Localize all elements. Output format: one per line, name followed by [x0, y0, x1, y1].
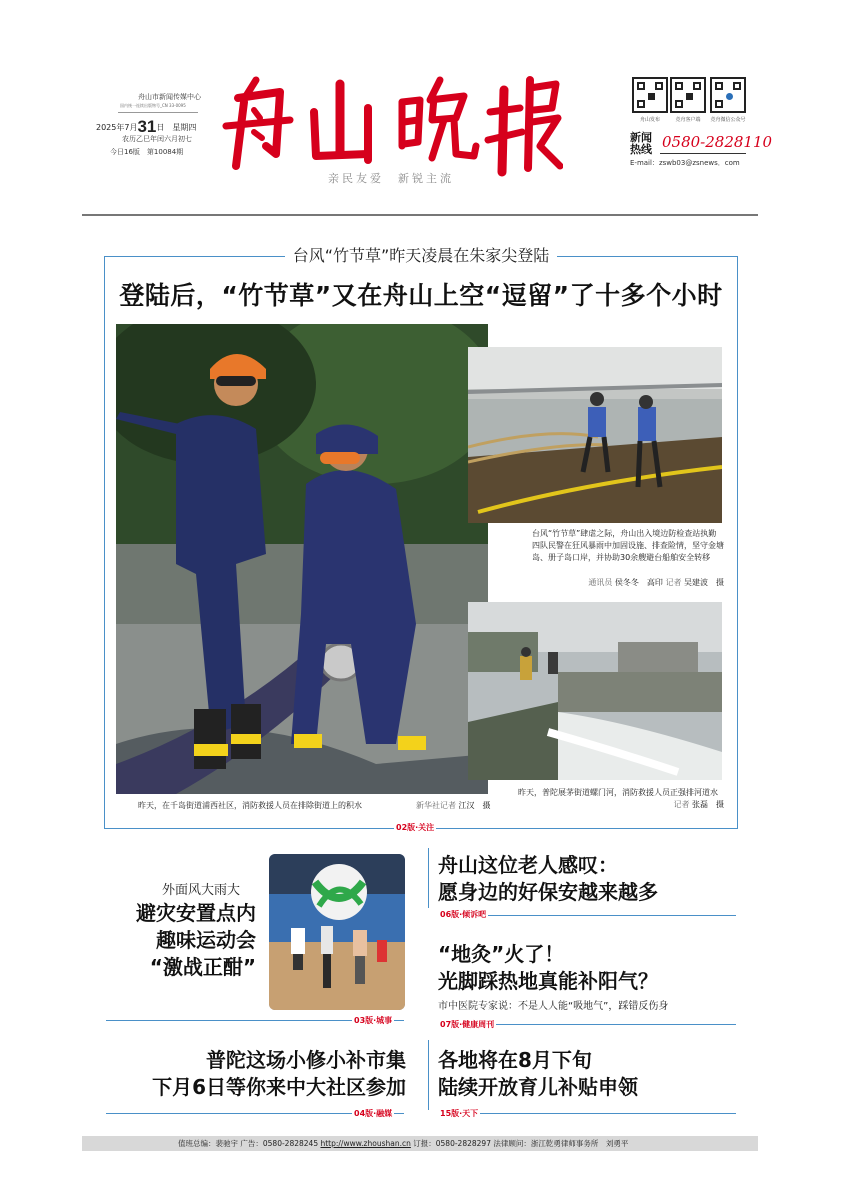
photo-credit: 记者 张磊 摄: [673, 800, 724, 809]
story-headline[interactable]: 避灾安置点内 趣味运动会 “激战正酣”: [136, 901, 256, 979]
story-headline[interactable]: “地灸”火了！ 光脚踩热地真能补阳气？: [438, 942, 658, 993]
divider: [438, 1113, 736, 1114]
qr-label: 舟山发布: [639, 117, 660, 123]
section-tag[interactable]: 07版·健康周刊: [440, 1020, 495, 1029]
footer-subscribe: 订报：0580-2828297: [413, 1139, 491, 1148]
story-headline[interactable]: 普陀这场小修小补市集 下月6日等你来中大社区参加: [152, 1048, 406, 1099]
photo-caption: 台风“竹节草”肆虐之际，舟山出入境边防检查站执勤四队民警在狂风暴雨中加固设施、排查险情，坚守金塘岛、册子岛口岸，并协助30余艘避台船舶安全转移: [532, 529, 724, 562]
story-headline[interactable]: 舟山这位老人感叹： 愿身边的好保安越来越多: [438, 853, 658, 904]
qr-code-icon[interactable]: [710, 77, 746, 113]
section-tag[interactable]: 04版·融媒: [354, 1109, 393, 1118]
publisher-name: 舟山市新闻传媒中心: [138, 93, 201, 101]
photo-credit: 通讯员 侯冬冬 高印 记者 吴建波 摄: [588, 578, 724, 587]
divider: [660, 153, 746, 154]
photo-caption: 昨天，在千岛街道浦西社区，消防救援人员在排除街道上的积水: [138, 801, 362, 810]
issue-number: 今日16版 第10084期: [110, 148, 184, 156]
hotline-number: 0580-2828110: [662, 133, 773, 151]
footer-url[interactable]: http://www.zhoushan.cn: [320, 1139, 411, 1148]
story-subhead: 外面风大雨大: [162, 883, 241, 898]
photo-credit: 新华社记者 江汉 摄: [416, 801, 491, 810]
footer-info: [178, 1138, 628, 1149]
section-tag[interactable]: 06版·倾诉吧: [440, 910, 487, 919]
qr-code-icon[interactable]: [670, 77, 706, 113]
top-story-headline[interactable]: 登陆后，“竹节草”又在舟山上空“逗留”了十多个小时: [119, 281, 723, 310]
sports-photo: [269, 854, 405, 1010]
river-pumping-photo: [468, 602, 722, 780]
issue-date: 2025年7月31日 星期四: [96, 117, 197, 136]
story-headline[interactable]: 各地将在8月下旬 陆续开放育儿补贴申领: [438, 1048, 638, 1099]
hotline-label: 新闻热线: [630, 131, 652, 156]
story-summary: 市中医院专家说：不是人人能“吸地气”，踩错反伤身: [438, 1001, 669, 1012]
footer-ad: 广告：0580-2828245: [240, 1139, 319, 1148]
qr-code-icon[interactable]: [632, 77, 668, 113]
footer-editor: 值班总编：裴驰宇: [178, 1139, 238, 1148]
section-tag[interactable]: 03版·城事: [354, 1016, 393, 1025]
slogan: 亲民友爱 新锐主流: [328, 172, 454, 185]
footer-legal: 法律顾问：浙江乾勇律师事务所 刘勇平: [493, 1139, 629, 1148]
cn-number: 国内统一连续出版物号_CN 33-0095: [120, 103, 186, 108]
top-story-kicker: 台风“竹节草”昨天凌晨在朱家尖登陆: [104, 243, 738, 266]
photo-caption: 昨天，普陀展茅街道螺门河，消防救援人员正强排河道水: [518, 788, 718, 797]
lunar-date: 农历乙巳年闰六月初七: [122, 135, 192, 143]
firefighters-photo: [116, 324, 488, 794]
masthead-rule: [82, 214, 758, 216]
qr-label: 竞舟微信公众号: [710, 117, 746, 123]
divider: [118, 112, 198, 113]
divider: [428, 848, 429, 908]
section-tag[interactable]: 02版·关注: [396, 823, 435, 832]
newspaper-logo: [218, 62, 563, 182]
section-tag[interactable]: 15版·天下: [440, 1109, 479, 1118]
border-police-photo: [468, 347, 722, 523]
divider: [428, 1040, 429, 1110]
email-address[interactable]: E-mail：zswb03@zsnews．com: [630, 159, 740, 167]
qr-label: 竞舟客户端: [675, 117, 701, 123]
